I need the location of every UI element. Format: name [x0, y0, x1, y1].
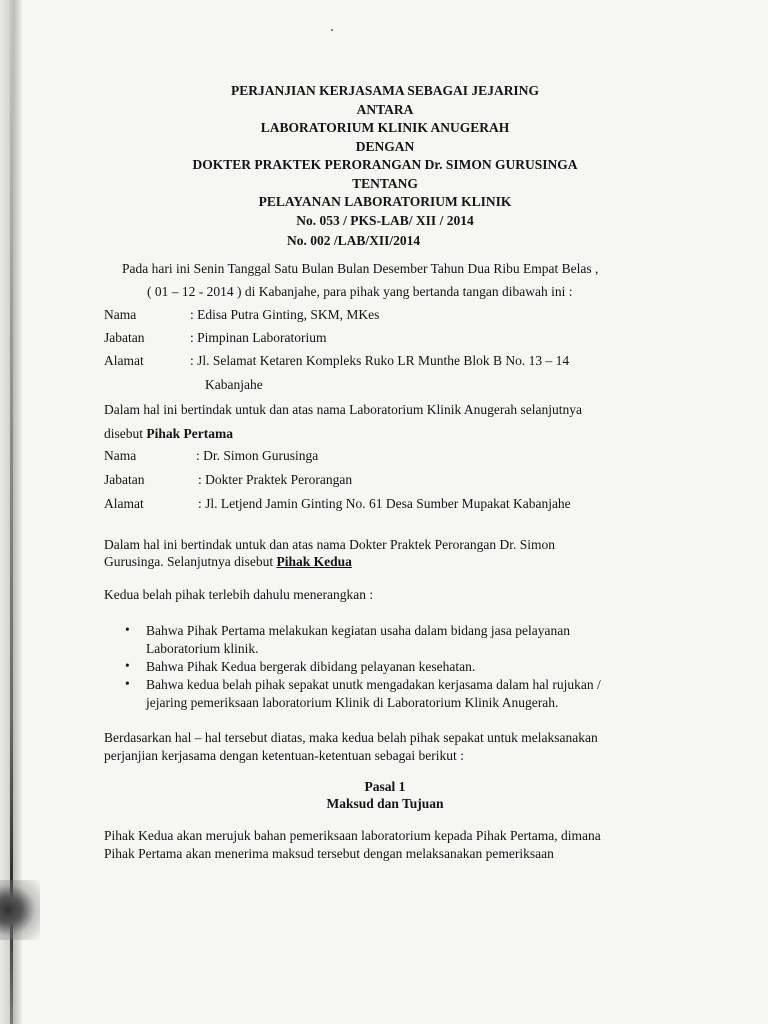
pasal-1-heading: Pasal 1 — [364, 779, 406, 794]
party2-designation: Pihak Kedua — [276, 554, 352, 569]
pasal-1-body-line-2: Pihak Pertama akan menerima maksud tersebut dengan melaksanakan pemeriksaan — [104, 846, 554, 861]
bullet-3 — [146, 676, 601, 712]
party2-nama-value: : Dr. Simon Gurusinga — [196, 448, 319, 463]
explain-intro: Kedua belah pihak terlebih dahulu menerangkan : — [104, 587, 374, 602]
party1-designation: Pihak Pertama — [146, 426, 233, 441]
party1-nama-label: Nama — [104, 307, 137, 322]
conclusion-line-1: Berdasarkan hal – hal tersebut diatas, maka kedua belah pihak sepakat untuk melaksanakan — [104, 730, 598, 745]
intro-line-2: ( 01 – 12 - 2014 ) di Kabanjahe, para pihak yang bertanda tangan dibawah ini : — [147, 284, 573, 299]
conclusion-line-2: perjanjian kerjasama dengan ketentuan-ketentuan sebagai berikut : — [104, 748, 464, 763]
pasal-1-body-line-1: Pihak Kedua akan merujuk bahan pemeriksaan laboratorium kepada Pihak Pertama, dimana — [104, 828, 601, 843]
title-line-6: TENTANG — [352, 175, 418, 191]
bullet-1-dot: • — [125, 622, 130, 637]
party1-alamat-value-2: Kabanjahe — [205, 377, 263, 392]
title-line-2: ANTARA — [356, 101, 414, 117]
bullet-2: Bahwa Pihak Kedua bergerak dibidang pelayanan kesehatan. — [146, 659, 476, 674]
bullet-3-dot: • — [125, 676, 130, 691]
party1-alamat-value-1: : Jl. Selamat Ketaren Kompleks Ruko LR Munthe Blok B No. 13 – 14 — [190, 353, 570, 368]
title-line-1: PERJANJIAN KERJASAMA SEBAGAI JEJARING — [231, 83, 539, 98]
party1-statement-1: Dalam hal ini bertindak untuk dan atas nama Laboratorium Klinik Anugerah selanjutnya — [104, 402, 582, 417]
bullet-3-line-2: jejaring pemeriksaan laboratorium Klinik di Laboratorium Klinik Anugerah. — [146, 695, 559, 710]
party1-jabatan-label: Jabatan — [104, 330, 145, 345]
party1-alamat-label: Alamat — [104, 353, 144, 368]
party2-statement-2 — [104, 553, 352, 571]
party2-statement-1: Dalam hal ini bertindak untuk dan atas nama Dokter Praktek Perorangan Dr. Simon — [104, 537, 556, 552]
party2-alamat-value: : Jl. Letjend Jamin Ginting No. 61 Desa Sumber Mupakat Kabanjahe — [198, 496, 571, 511]
bullet-1 — [146, 622, 570, 658]
title-line-3: LABORATORIUM KLINIK ANUGERAH — [260, 120, 510, 135]
document-title — [150, 82, 620, 230]
party2-statement-2-prefix: Gurusinga. Selanjutnya disebut — [104, 554, 277, 569]
party2-jabatan-label: Jabatan — [104, 472, 145, 487]
party2-alamat-label: Alamat — [104, 496, 144, 511]
pasal-1-subheading: Maksud dan Tujuan — [326, 796, 444, 811]
party1-jabatan-value: : Pimpinan Laboratorium — [190, 330, 327, 345]
bullet-1-line-1: Bahwa Pihak Pertama melakukan kegiatan usaha dalam bidang jasa pelayanan — [146, 623, 570, 638]
party1-statement-2-prefix: disebut — [104, 426, 147, 441]
bullet-1-line-2: Laboratorium klinik. — [146, 641, 259, 656]
party1-statement-2 — [104, 425, 233, 443]
bullet-2-dot: • — [125, 658, 130, 673]
intro-line-1: Pada hari ini Senin Tanggal Satu Bulan Bulan Desember Tahun Dua Ribu Empat Belas , — [122, 261, 599, 276]
party2-nama-label: Nama — [104, 448, 137, 463]
party2-jabatan-value: : Dokter Praktek Perorangan — [198, 472, 353, 487]
title-line-7: PELAYANAN LABORATORIUM KLINIK — [258, 194, 512, 209]
agreement-number-1: No. 053 / PKS-LAB/ XII / 2014 — [296, 212, 474, 228]
bullet-3-line-1: Bahwa kedua belah pihak sepakat unutk mengadakan kerjasama dalam hal rujukan / — [146, 677, 601, 692]
party1-nama-value: : Edisa Putra Ginting, SKM, MKes — [190, 307, 380, 322]
agreement-number-2: No. 002 /LAB/XII/2014 — [287, 233, 421, 248]
title-line-4: DENGAN — [355, 138, 415, 154]
title-line-5: DOKTER PRAKTEK PERORANGAN Dr. SIMON GURUSINGA — [192, 157, 578, 172]
